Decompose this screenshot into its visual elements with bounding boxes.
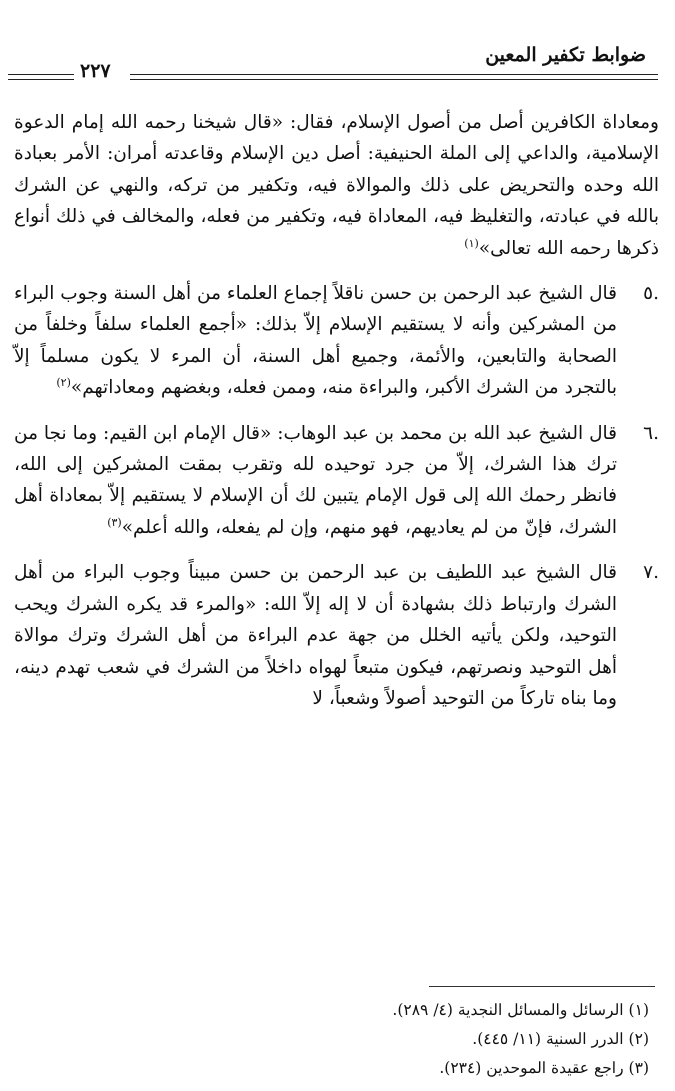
footnote-separator [429, 986, 655, 987]
header-rule-right [130, 74, 658, 80]
footnotes [29, 996, 649, 1083]
footnote-1 [29, 996, 649, 1025]
item-text-content: قال الشيخ عبد اللطيف بن عبد الرحمن بن حسن مبيناً وجوب البراء من أهل الشرك وارتباط ذلك بشهادة أن لا إله إلاّ الله: «والمرء قد يكره الشرك ويحب التوحيد، ولكن يأتيه الخلل من جهة عدم البراءة من أهل الشرك وترك موالاة أهل التوحيد ونصرتهم، فيكون متبعاً لهواه داخلاً من الشرك في شعب تهدم دينه، وما بناه تاركاً من التوحيد أصولاً وشعباً، لا [14, 562, 617, 709]
numbered-item-6 [14, 418, 659, 544]
item-text-content: قال الشيخ عبد الله بن محمد بن عبد الوهاب: «قال الإمام ابن القيم: وما نجا من ترك هذا الشرك، إلاّ من جرد توحيده لله وتقرب بمقت المشركين إلى الله، فانظر رحمك الله إلى قول الإمام يتبين لك أن الإسلام لا يستقيم إلاّ بمعاداة أهل الشرك، فإنّ من لم يعاديهم، فهو منهم، وإن لم يفعله، والله أعلم» [14, 422, 617, 538]
item-text [14, 557, 617, 714]
item-text-content: قال الشيخ عبد الرحمن بن حسن ناقلاً إجماع العلماء من أهل السنة وجوب البراء من المشركين وأنه لا يستقيم الإسلام إلاّ بذلك: «أجمع العلماء سلفاً وخلفاً من الصحابة والتابعين، والأئمة، وجميع أهل السنة، أن المرء لا يكون مسلماً إلاّ بالتجرد من الشرك الأكبر، والبراءة منه، وممن فعله، وبغضهم ومعاداتهم» [14, 283, 617, 399]
footnote-number: (٢) [628, 1030, 649, 1048]
item-number: .٦ [643, 422, 659, 444]
footnote-ref-2: (٢) [56, 376, 71, 390]
page-body [14, 107, 659, 728]
footnote-3 [29, 1054, 649, 1083]
footnote-2 [29, 1025, 649, 1054]
footnote-number: (٣) [628, 1059, 649, 1077]
item-text [14, 278, 617, 404]
page-number: ٢٢٧ [80, 60, 111, 82]
footnote-ref-3: (٣) [107, 515, 122, 529]
footnote-text: الرسائل والمسائل النجدية (٤/ ٢٨٩). [392, 1001, 624, 1019]
item-text [14, 418, 617, 544]
page-header [8, 40, 658, 88]
intro-paragraph [14, 107, 659, 264]
running-title: ضوابط تكفير المعين [485, 44, 646, 66]
footnote-number: (١) [628, 1001, 649, 1019]
footnote-text: راجع عقيدة الموحدين (٢٣٤). [439, 1059, 624, 1077]
item-number: .٥ [643, 283, 659, 305]
numbered-item-5 [14, 278, 659, 404]
numbered-item-7 [14, 557, 659, 714]
header-rule-left [8, 74, 74, 80]
footnote-ref-1: (١) [464, 236, 479, 250]
intro-text: ومعاداة الكافرين أصل من أصول الإسلام، فقال: «قال شيخنا رحمه الله إمام الدعوة الإسلامية، والداعي إلى الملة الحنيفية: أصل دين الإسلام وقاعدته أمران: الأمر بعبادة الله وحده والتحريض على ذلك والموالاة فيه، وتكفير من تركه، والنهي عن الشرك بالله في عبادته، والتغليظ فيه، المعاداة فيه، وتكفير من فعله، والمخالف في ذلك أنواع ذكرها رحمه الله تعالى» [14, 112, 659, 259]
footnote-text: الدرر السنية (١١/ ٤٤٥). [472, 1030, 624, 1048]
item-number: .٧ [643, 562, 659, 584]
